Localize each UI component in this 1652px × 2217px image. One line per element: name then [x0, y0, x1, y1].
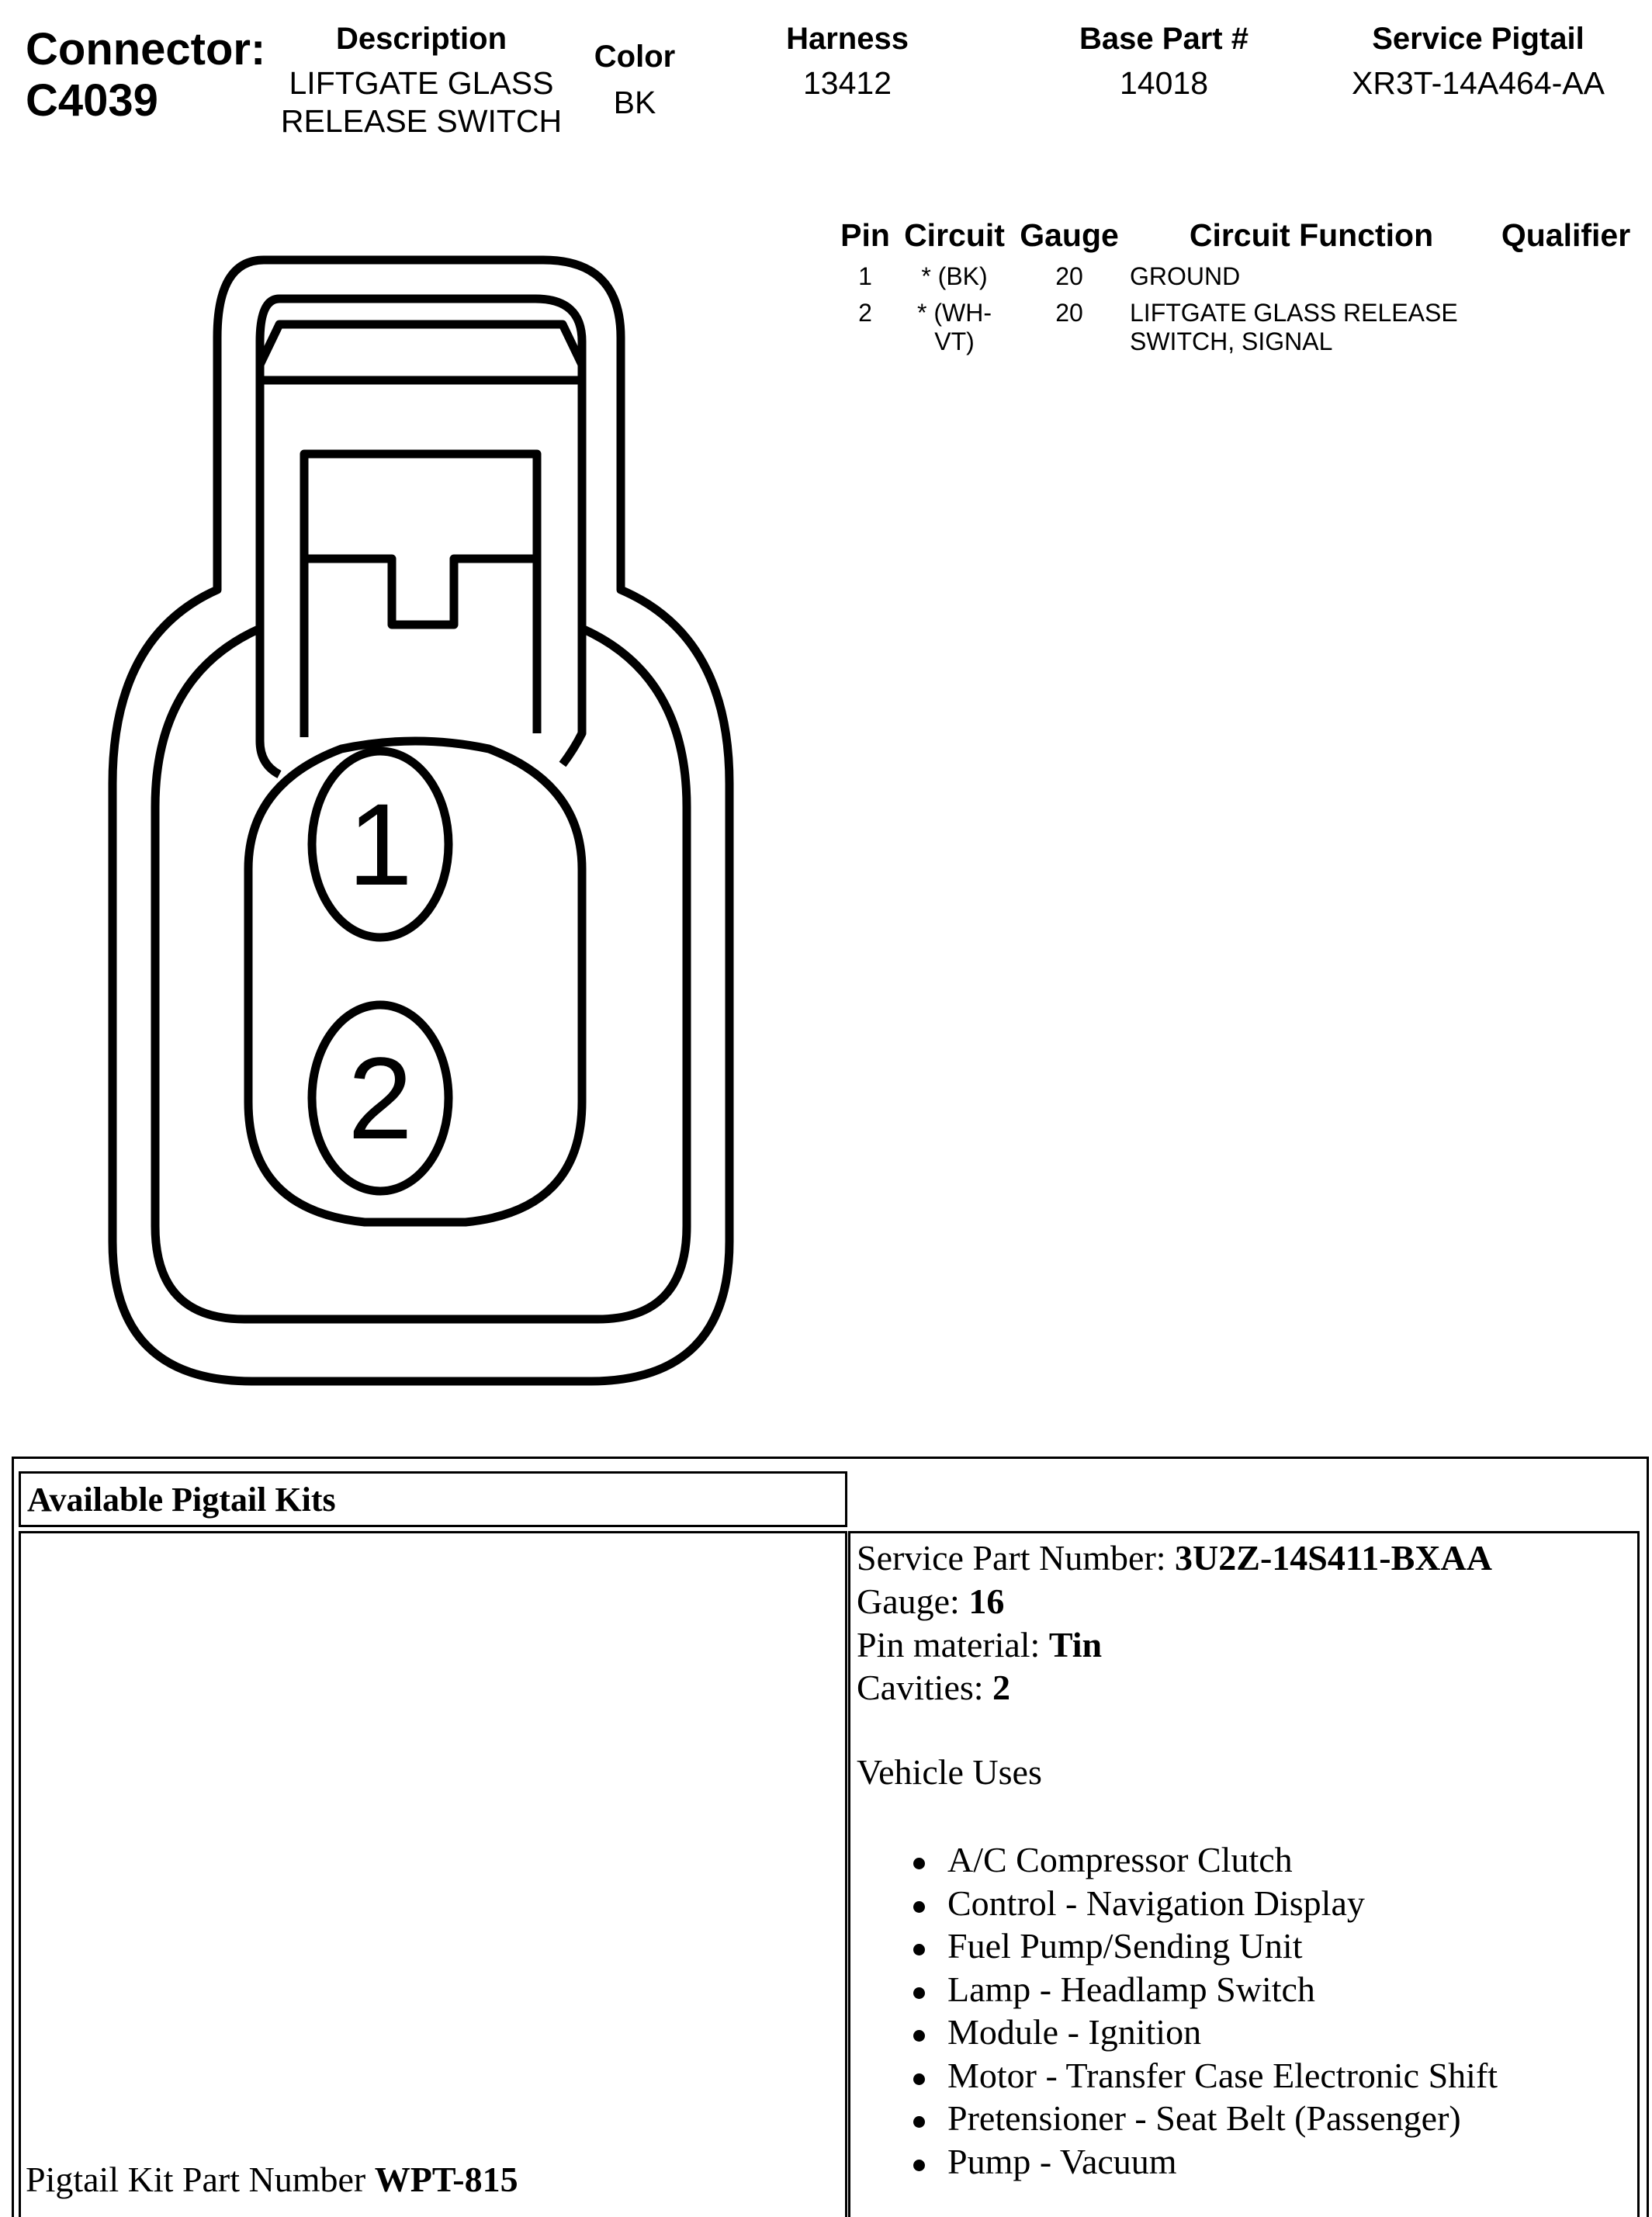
- cavities-label: Cavities:: [857, 1668, 993, 1707]
- kit-part-value: WPT-815: [374, 2160, 518, 2199]
- circuit-color-continued: VT): [934, 327, 975, 355]
- kit-gauge-value: 16: [968, 1581, 1005, 1621]
- cavities-value: 2: [992, 1668, 1011, 1707]
- pin-number: 2: [858, 299, 872, 327]
- list-item: Pump - Vacuum: [850, 2140, 1498, 2184]
- list-item: Control - Navigation Display: [850, 1882, 1498, 1925]
- circuit-function: LIFTGATE GLASS RELEASE: [1130, 299, 1458, 327]
- list-item: Motor - Transfer Case Electronic Shift: [850, 2054, 1498, 2097]
- pigtail-kits-title-cell: [19, 1471, 847, 1527]
- service-part-number: [857, 1536, 1492, 1580]
- pigtail-kit-details-cell: [848, 1531, 1640, 2217]
- service-pigtail-value: XR3T-14A464-AA: [1352, 65, 1605, 101]
- cavities: [857, 1666, 1010, 1710]
- pigtail-kits-title: Available Pigtail Kits: [27, 1481, 336, 1519]
- service-part-label: Service Part Number:: [857, 1538, 1176, 1578]
- pin-material-label: Pin material:: [857, 1625, 1049, 1664]
- list-item: Module - Ignition: [850, 2011, 1498, 2054]
- latch-window: [304, 454, 537, 737]
- base-part-value: 14018: [1119, 65, 1208, 101]
- description-line2: RELEASE SWITCH: [280, 103, 563, 139]
- vehicle-uses-list: [850, 1838, 1498, 2183]
- harness-value: 13412: [802, 65, 892, 101]
- circuit-function-continued: SWITCH, SIGNAL: [1130, 327, 1333, 355]
- list-item: Lamp - Headlamp Switch: [850, 1968, 1498, 2011]
- connector-outer-housing: [113, 260, 729, 1381]
- pin-1-label: 1: [348, 779, 413, 909]
- service-pigtail-label: Service Pigtail: [1372, 22, 1584, 56]
- description-line1: LIFTGATE GLASS: [289, 65, 554, 101]
- wire-gauge: 20: [1055, 299, 1083, 327]
- list-item: Fuel Pump/Sending Unit: [850, 1924, 1498, 1968]
- circuit-function-column-header: Circuit Function: [1189, 217, 1434, 253]
- connector-face-diagram: [0, 0, 776, 1412]
- pin-material-value: Tin: [1048, 1625, 1103, 1664]
- circuit-color: * (BK): [921, 262, 988, 290]
- gauge-column-header: Gauge: [1020, 217, 1119, 253]
- kit-part-label: Pigtail Kit Part Number: [26, 2160, 375, 2199]
- circuit-function: GROUND: [1130, 262, 1241, 290]
- pin-column-header: Pin: [840, 217, 890, 253]
- pin-material: [857, 1623, 1102, 1667]
- list-item: A/C Compressor Clutch: [850, 1838, 1498, 1882]
- wire-gauge: 20: [1055, 262, 1083, 290]
- list-item: Pretensioner - Seat Belt (Passenger): [850, 2097, 1498, 2140]
- terminal-cavity: [248, 741, 582, 1222]
- base-part-label: Base Part #: [1079, 22, 1249, 56]
- kit-gauge-label: Gauge:: [857, 1581, 969, 1621]
- description-label: Description: [335, 22, 507, 56]
- circuit-color: * (WH-: [917, 299, 992, 327]
- color-value: BK: [613, 85, 656, 120]
- circuit-column-header: Circuit: [904, 217, 1005, 253]
- connector-label: Connector:: [26, 24, 266, 74]
- kit-gauge: [857, 1580, 1004, 1623]
- harness-label: Harness: [786, 22, 909, 56]
- pigtail-kit-image-cell: [19, 1531, 847, 2217]
- pin-number: 1: [858, 262, 872, 290]
- vehicle-uses-heading: Vehicle Uses: [857, 1752, 1042, 1792]
- connector-id: C4039: [26, 75, 158, 126]
- pin-2-label: 2: [348, 1033, 413, 1163]
- color-label: Color: [594, 40, 676, 74]
- service-part-value: 3U2Z-14S411-BXAA: [1175, 1538, 1492, 1578]
- qualifier-column-header: Qualifier: [1501, 217, 1631, 253]
- pigtail-kit-part-number: [26, 2158, 518, 2201]
